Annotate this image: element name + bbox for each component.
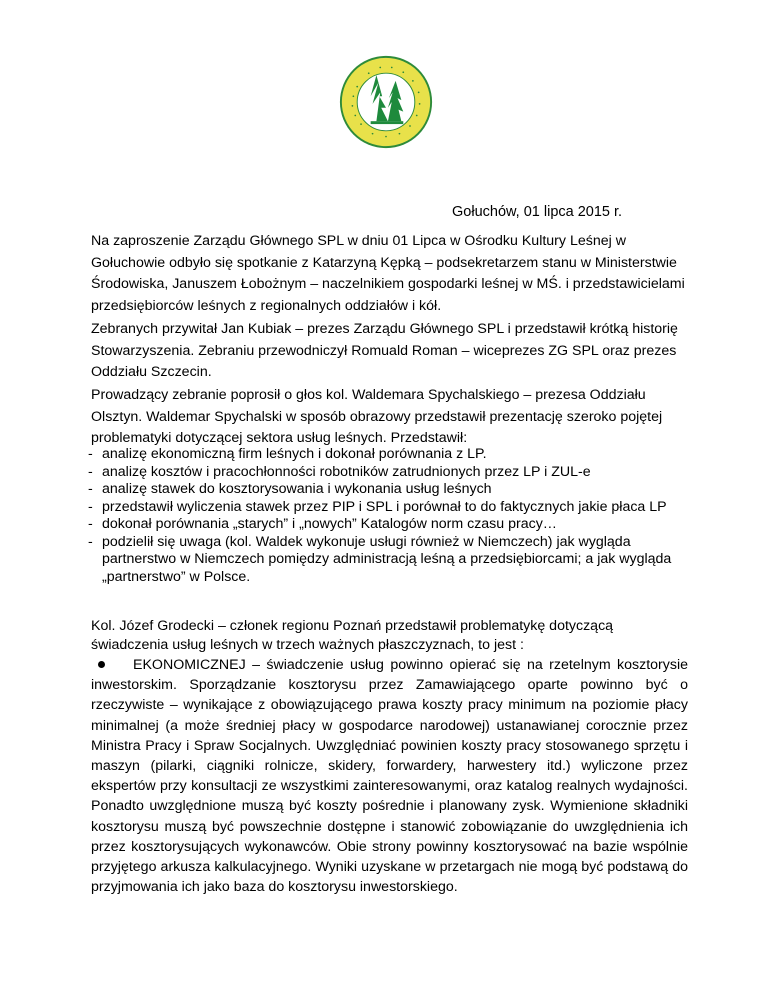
bullet-text: EKONOMICZNEJ – świadczenie usług powinno opierać się na rzetelnym kosztorysie inwestorskim. Sporządzanie kosztorysu przez Zamawiającego oparte powinno być o rzeczywiste – wynikające z obowiązującego prawa koszty pracy minimum na poziomie płacy minimalnej (a może średniej płacy w gospodarce narodowej) ustanawianej corocznie przez Ministra Pracy i Spraw Socjalnych. Uwzględniać powinien koszty pracy stosowanego sprzętu i maszyn (pilarki, ciągniki rolnicze, skidery, forwardery, harwestery itd.) wyliczone przez ekspertów przy konsultacji ze wszystkimi zainteresowanymi, oraz katalog realnych wydajności. Ponadto uwzględnione muszą być koszty pośrednie i planowany zysk. Wymienione składniki kosztorysu muszą być powszechnie dostępne i stanowić zobowiązanie do uwzględnienia ich przez kosztorysujących wykonawców. Obie strony powinny kosztorysować na bazie wspólnie przyjętego arkusza kalkulacyjnego. Wyniki uzyskane w przetargach nie mogą być podstawą do przyjmowania ich jako baza do kosztorysu inwestorskiego.: [91, 657, 688, 896]
presentation-topics-list: [88, 446, 688, 586]
list-item: - dokonał porównania „starych” i „nowych” Katalogów norm czasu pracy…: [88, 516, 688, 534]
document-date: Gołuchów, 01 lipca 2015 r.: [452, 204, 623, 220]
list-item: - analizę stawek do kosztorysowania i wykonania usług leśnych: [88, 481, 688, 499]
association-logo: [338, 54, 434, 150]
paragraph-welcome: Zebranych przywitał Jan Kubiak – prezes Zarządu Głównego SPL i przedstawił krótką historię Stowarzyszenia. Zebraniu przewodniczył Romuald Roman – wiceprezes ZG SPL oraz prezes Oddziału Szczecin.: [91, 321, 678, 380]
bullet-dot-icon: [98, 661, 105, 668]
paragraph-meeting-intro: Na zaproszenie Zarządu Głównego SPL w dniu 01 Lipca w Ośrodku Kultury Leśnej w Gołuchowie odbyło się spotkanie z Katarzyną Kępką – podsekretarzem stanu w Ministerstwie Środowiska, Januszem Łobożnym – naczelnikiem gospodarki leśnej w MŚ. i przedstawicielami przedsiębiorców leśnych z regionalnych oddziałów i kół.: [91, 233, 685, 314]
bullet-economic: [91, 655, 688, 897]
list-item: - podzielił się uwaga (kol. Waldek wykonuje usługi również w Niemczech) jak wygląda partnerstwo w Niemczech pomiędzy administracją leśną a przedsiębiorcami; a jak wygląda „partnerstwo” w Polsce.: [88, 534, 688, 587]
paragraph-grodecki: Kol. Józef Grodecki – członek regionu Poznań przedstawił problematykę dotyczącą świadczenia usług leśnych w trzech ważnych płaszczyznach, to jest :: [91, 618, 614, 653]
list-item: - przedstawił wyliczenia stawek przez PIP i SPL i porównał to do faktycznych jakie płaca LP: [88, 499, 688, 517]
list-item: - analizę kosztów i pracochłonności robotników zatrudnionych przez LP i ZUL-e: [88, 464, 688, 482]
paragraph-presentation: Prowadzący zebranie poprosił o głos kol. Waldemara Spychalskiego – prezesa Oddziału Olsztyn. Waldemar Spychalski w sposób obrazowy przedstawił prezentację szeroko pojętej problematyki dotyczącej sektora usług leśnych. Przedstawił:: [91, 387, 663, 446]
list-item: - analizę ekonomiczną firm leśnych i dokonał porównania z LP.: [88, 446, 688, 464]
